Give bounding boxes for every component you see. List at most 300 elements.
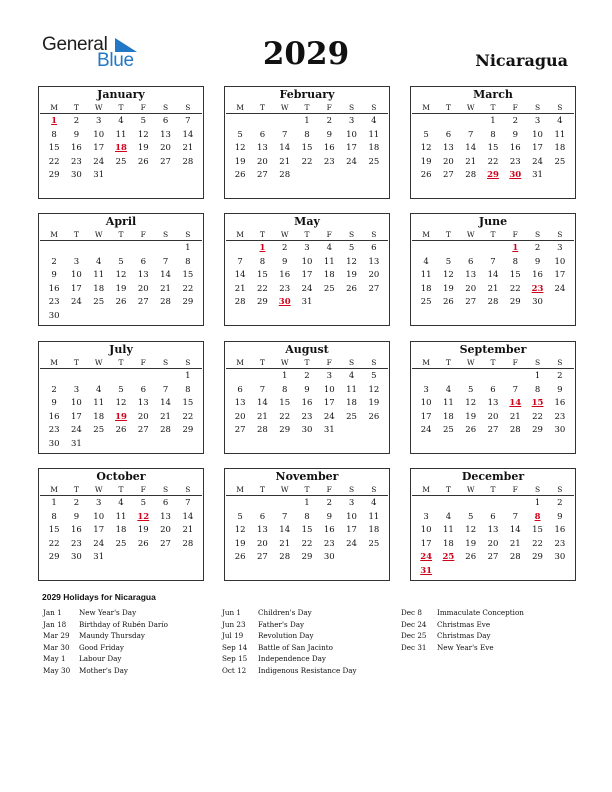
day-cell: 16 [323, 525, 335, 535]
holiday-name: Indigenous Resistance Day [258, 665, 357, 675]
day-cell: 17 [346, 143, 357, 153]
weekday-label: M [50, 358, 58, 367]
day-cell: 27 [160, 156, 171, 167]
day-cell: 13 [137, 270, 149, 280]
day-cell: 11 [443, 398, 454, 408]
weekday-label: W [94, 358, 103, 367]
day-cell: 27 [487, 425, 499, 435]
day-cell: 17 [420, 538, 432, 549]
day-cell: 7 [512, 511, 518, 522]
day-cell: 16 [71, 525, 82, 535]
empty-day-cell [460, 497, 482, 511]
day-grid [39, 114, 203, 183]
day-cell: 15 [301, 143, 313, 153]
day-cell: 27 [234, 425, 246, 435]
day-cell: 29 [509, 297, 521, 307]
day-cell: 11 [443, 525, 454, 535]
holiday-day-cell: 8 [534, 511, 541, 522]
day-cell: 13 [234, 398, 246, 408]
day-cell: 29 [532, 425, 543, 435]
month-title: February [279, 88, 335, 101]
day-cell: 11 [554, 129, 566, 140]
day-cell: 17 [301, 270, 313, 280]
weekday-label: W [280, 485, 289, 494]
day-cell: 24 [420, 425, 432, 435]
day-cell: 14 [465, 143, 477, 153]
month-december [410, 468, 576, 581]
day-grid [39, 369, 203, 451]
weekday-header [39, 357, 203, 368]
weekday-header [411, 102, 575, 113]
empty-day-cell [132, 242, 154, 256]
holiday-date: Mar 30 [43, 642, 70, 652]
holiday-name: Birthday of Rubén Darío [79, 619, 168, 629]
day-grid [411, 496, 575, 578]
day-cell: 4 [118, 116, 124, 126]
weekday-label: S [348, 358, 355, 367]
day-cell: 27 [487, 552, 499, 562]
day-cell: 6 [140, 256, 146, 267]
day-cell: 30 [554, 552, 566, 562]
empty-day-cell [482, 497, 504, 511]
month-july [38, 341, 204, 454]
day-cell: 4 [371, 116, 377, 126]
day-cell: 6 [490, 511, 496, 522]
day-cell: 10 [93, 511, 105, 522]
weekday-label: M [422, 358, 430, 367]
day-cell: 4 [118, 498, 124, 508]
day-cell: 5 [423, 129, 429, 140]
empty-day-cell [88, 242, 110, 256]
day-cell: 22 [532, 538, 543, 549]
day-cell: 29 [182, 425, 194, 435]
day-cell: 30 [71, 170, 82, 180]
day-cell: 13 [160, 511, 171, 522]
month-october [38, 468, 204, 581]
day-cell: 18 [115, 525, 127, 535]
day-cell: 12 [137, 129, 149, 140]
day-cell: 17 [71, 283, 82, 294]
month-august [224, 341, 390, 454]
day-cell: 20 [257, 156, 268, 167]
day-cell: 5 [467, 384, 474, 395]
holiday-name: Maundy Thursday [79, 631, 145, 640]
day-cell: 9 [281, 256, 288, 267]
weekday-label: S [348, 103, 355, 112]
day-cell: 26 [465, 425, 477, 435]
day-cell: 23 [71, 538, 82, 549]
day-cell: 25 [115, 538, 127, 549]
weekday-label: M [50, 103, 58, 112]
holiday-day-cell: 31 [420, 565, 433, 576]
day-cell: 11 [93, 270, 105, 280]
month-title: March [473, 88, 513, 101]
day-cell: 9 [73, 129, 80, 140]
day-cell: 7 [162, 256, 169, 267]
weekday-label: T [304, 358, 310, 367]
day-cell: 28 [160, 425, 171, 435]
day-cell: 22 [487, 156, 499, 167]
holiday-day-cell: 19 [115, 411, 127, 422]
weekday-header [39, 102, 203, 113]
day-cell: 27 [137, 425, 149, 435]
day-cell: 2 [557, 371, 563, 381]
day-cell: 26 [465, 552, 477, 562]
holiday-day-cell: 30 [278, 297, 291, 307]
day-cell: 4 [423, 256, 429, 267]
weekday-label: W [466, 358, 475, 367]
day-cell: 14 [160, 270, 171, 280]
day-cell: 29 [279, 425, 291, 435]
month-title: May [294, 215, 320, 228]
day-cell: 28 [509, 425, 521, 435]
day-cell: 3 [423, 384, 429, 395]
day-cell: 23 [554, 411, 566, 422]
month-title: July [109, 343, 133, 356]
holiday-day-cell: 1 [512, 243, 519, 253]
holiday-date: Jun 23 [222, 619, 246, 629]
day-cell: 8 [304, 511, 310, 522]
day-cell: 4 [445, 511, 452, 522]
month-june [410, 213, 576, 326]
day-cell: 30 [301, 425, 313, 435]
empty-day-cell [229, 497, 251, 511]
day-cell: 19 [115, 283, 127, 294]
month-title: September [459, 343, 527, 356]
day-cell: 20 [487, 538, 499, 549]
weekday-label: S [557, 358, 563, 367]
day-cell: 26 [346, 283, 357, 294]
day-cell: 1 [185, 371, 191, 381]
day-cell: 7 [467, 129, 474, 140]
day-cell: 27 [137, 297, 149, 307]
day-cell: 23 [279, 283, 291, 294]
holiday-day-cell: 30 [509, 170, 522, 180]
empty-day-cell [251, 370, 273, 384]
day-cell: 28 [257, 425, 268, 435]
day-cell: 16 [301, 398, 313, 408]
day-cell: 4 [326, 243, 332, 253]
day-cell: 31 [93, 552, 105, 562]
holiday-date: Oct 12 [222, 665, 247, 675]
weekday-label: S [348, 485, 355, 494]
day-cell: 21 [509, 411, 521, 422]
day-cell: 25 [443, 425, 454, 435]
day-cell: 25 [368, 156, 380, 167]
day-cell: 6 [162, 116, 169, 126]
weekday-label: W [94, 103, 103, 112]
day-cell: 9 [534, 256, 541, 267]
day-cell: 14 [182, 129, 194, 140]
weekday-header [225, 484, 389, 495]
day-cell: 3 [348, 116, 355, 126]
holidays-title: 2029 Holidays for Nicaragua [42, 592, 156, 602]
day-cell: 12 [368, 384, 380, 395]
day-cell: 11 [420, 270, 432, 280]
holiday-name: New Year's Day [79, 608, 137, 617]
weekday-label: T [490, 358, 496, 367]
empty-day-cell [415, 115, 437, 129]
weekday-label: F [326, 485, 332, 494]
weekday-label: S [348, 230, 355, 239]
weekday-label: S [534, 485, 541, 494]
weekday-label: F [512, 358, 518, 367]
empty-day-cell [110, 370, 132, 384]
holiday-date: Jul 19 [222, 631, 244, 640]
day-grid [39, 241, 203, 323]
day-cell: 14 [257, 398, 268, 408]
day-cell: 16 [554, 525, 566, 535]
day-cell: 7 [162, 384, 169, 395]
weekday-label: T [118, 103, 124, 112]
weekday-label: W [466, 485, 475, 494]
day-cell: 17 [420, 411, 432, 422]
day-cell: 25 [323, 283, 335, 294]
weekday-header [411, 357, 575, 368]
weekday-label: M [422, 485, 430, 494]
weekday-header [39, 229, 203, 240]
weekday-label: M [236, 103, 244, 112]
weekday-label: T [259, 230, 265, 239]
day-cell: 14 [487, 270, 499, 280]
weekday-label: S [371, 230, 377, 239]
weekday-label: F [140, 103, 146, 112]
day-cell: 2 [73, 498, 80, 508]
day-cell: 19 [465, 411, 477, 422]
day-cell: 19 [234, 538, 246, 549]
day-cell: 1 [281, 371, 288, 381]
weekday-label: M [50, 485, 58, 494]
day-cell: 6 [490, 384, 496, 395]
holiday-name: Good Friday [79, 642, 124, 652]
day-cell: 26 [115, 425, 127, 435]
day-cell: 10 [323, 384, 335, 395]
day-cell: 20 [137, 411, 149, 422]
day-cell: 10 [93, 129, 105, 140]
day-cell: 20 [443, 156, 454, 167]
day-cell: 7 [237, 256, 243, 267]
weekday-label: F [326, 103, 332, 112]
empty-day-cell [251, 497, 273, 511]
day-cell: 30 [532, 297, 543, 307]
day-cell: 25 [368, 538, 380, 549]
day-cell: 28 [160, 297, 171, 307]
day-cell: 15 [182, 398, 194, 408]
empty-day-cell [43, 242, 65, 256]
day-cell: 31 [93, 170, 105, 180]
day-cell: 25 [93, 297, 105, 307]
weekday-label: M [236, 485, 244, 494]
day-cell: 24 [93, 156, 105, 167]
day-cell: 23 [323, 156, 335, 167]
empty-day-cell [229, 115, 251, 129]
day-cell: 22 [48, 156, 60, 167]
empty-day-cell [504, 497, 526, 511]
weekday-header [411, 229, 575, 240]
day-cell: 21 [257, 411, 268, 422]
holiday-day-cell: 25 [442, 552, 455, 562]
day-cell: 7 [185, 498, 191, 508]
day-cell: 20 [465, 283, 477, 294]
month-title: August [285, 343, 329, 356]
day-cell: 5 [118, 256, 124, 267]
day-cell: 15 [509, 270, 521, 280]
day-cell: 1 [490, 116, 496, 126]
day-cell: 12 [234, 525, 246, 535]
weekday-label: S [162, 358, 169, 367]
weekday-label: S [534, 358, 541, 367]
day-cell: 20 [160, 525, 171, 535]
weekday-label: F [512, 103, 518, 112]
weekday-label: T [445, 485, 451, 494]
day-cell: 29 [532, 552, 543, 562]
day-cell: 12 [115, 270, 127, 280]
day-cell: 28 [279, 552, 291, 562]
day-cell: 6 [371, 243, 377, 253]
weekday-label: F [326, 358, 332, 367]
weekday-label: T [259, 358, 265, 367]
weekday-label: T [445, 358, 451, 367]
weekday-label: T [304, 230, 310, 239]
day-cell: 20 [487, 411, 499, 422]
month-january [38, 86, 204, 199]
holiday-day-cell: 1 [51, 116, 58, 126]
day-cell: 13 [137, 398, 149, 408]
day-cell: 9 [73, 511, 80, 522]
holiday-date: May 1 [43, 654, 66, 663]
day-cell: 18 [443, 538, 454, 549]
weekday-header [411, 484, 575, 495]
month-title: October [96, 470, 146, 483]
day-cell: 10 [420, 398, 432, 408]
day-cell: 23 [48, 297, 60, 307]
day-cell: 29 [182, 297, 194, 307]
weekday-label: M [422, 103, 430, 112]
day-cell: 29 [257, 297, 268, 307]
day-cell: 24 [93, 538, 105, 549]
day-cell: 3 [326, 371, 332, 381]
day-cell: 22 [509, 283, 521, 294]
day-cell: 26 [443, 297, 454, 307]
day-cell: 5 [118, 384, 124, 395]
weekday-label: S [185, 103, 191, 112]
logo-word-general: General [42, 34, 108, 55]
day-cell: 8 [185, 384, 191, 395]
empty-day-cell [482, 242, 504, 256]
day-cell: 24 [301, 283, 313, 294]
weekday-label: F [140, 230, 146, 239]
page-title-year: 2029 [262, 36, 350, 72]
day-cell: 6 [259, 511, 266, 522]
empty-day-cell [274, 497, 296, 511]
holiday-name: Father's Day [258, 619, 305, 629]
day-cell: 8 [304, 129, 310, 140]
day-cell: 11 [368, 511, 380, 522]
holiday-name: Labour Day [79, 654, 122, 663]
day-grid [225, 114, 389, 183]
day-cell: 10 [554, 256, 566, 267]
day-cell: 8 [534, 384, 541, 395]
day-cell: 18 [323, 270, 335, 280]
day-cell: 18 [420, 283, 432, 294]
day-cell: 17 [554, 270, 566, 280]
day-cell: 7 [512, 384, 518, 395]
day-cell: 19 [137, 143, 149, 153]
day-cell: 15 [301, 525, 313, 535]
day-cell: 1 [534, 371, 541, 381]
day-cell: 27 [257, 170, 268, 180]
day-cell: 3 [304, 243, 310, 253]
day-cell: 28 [182, 538, 194, 549]
weekday-label: S [557, 230, 563, 239]
day-cell: 4 [557, 116, 563, 126]
day-cell: 7 [185, 116, 191, 126]
day-cell: 7 [490, 256, 496, 267]
weekday-label: W [280, 230, 289, 239]
weekday-label: W [94, 485, 103, 494]
day-cell: 10 [346, 511, 357, 522]
day-cell: 13 [368, 256, 380, 267]
day-cell: 5 [237, 129, 243, 140]
empty-day-cell [274, 115, 296, 129]
day-cell: 6 [467, 256, 474, 267]
weekday-label: M [236, 230, 244, 239]
day-cell: 9 [51, 270, 57, 280]
day-cell: 2 [51, 384, 57, 395]
day-grid [411, 241, 575, 310]
day-cell: 6 [162, 498, 169, 508]
weekday-label: W [280, 103, 289, 112]
holiday-date: Dec 25 [401, 631, 427, 640]
day-cell: 29 [301, 552, 313, 562]
day-cell: 21 [160, 411, 171, 422]
day-cell: 27 [465, 297, 477, 307]
day-cell: 9 [557, 511, 563, 522]
day-cell: 25 [554, 156, 566, 167]
day-cell: 11 [115, 129, 127, 140]
day-grid [39, 496, 203, 565]
month-title: April [105, 215, 137, 228]
weekday-label: S [371, 485, 377, 494]
day-cell: 21 [465, 156, 477, 167]
day-cell: 5 [445, 256, 452, 267]
day-cell: 3 [95, 498, 102, 508]
day-cell: 2 [281, 243, 288, 253]
day-cell: 16 [554, 398, 566, 408]
month-november [224, 468, 390, 581]
day-cell: 22 [182, 411, 194, 422]
weekday-label: W [94, 230, 103, 239]
weekday-label: F [140, 358, 146, 367]
weekday-header [225, 102, 389, 113]
day-grid [225, 241, 389, 310]
day-cell: 17 [93, 143, 105, 153]
weekday-label: F [512, 230, 518, 239]
day-cell: 13 [443, 143, 454, 153]
day-cell: 21 [182, 525, 194, 535]
day-cell: 22 [182, 283, 194, 294]
day-cell: 4 [445, 384, 452, 395]
weekday-label: T [118, 358, 124, 367]
day-cell: 3 [95, 116, 102, 126]
day-cell: 1 [304, 116, 310, 126]
day-cell: 27 [368, 283, 380, 294]
weekday-label: T [490, 230, 496, 239]
day-cell: 2 [557, 498, 563, 508]
weekday-label: F [326, 230, 332, 239]
day-cell: 20 [368, 270, 380, 280]
day-cell: 8 [512, 256, 518, 267]
